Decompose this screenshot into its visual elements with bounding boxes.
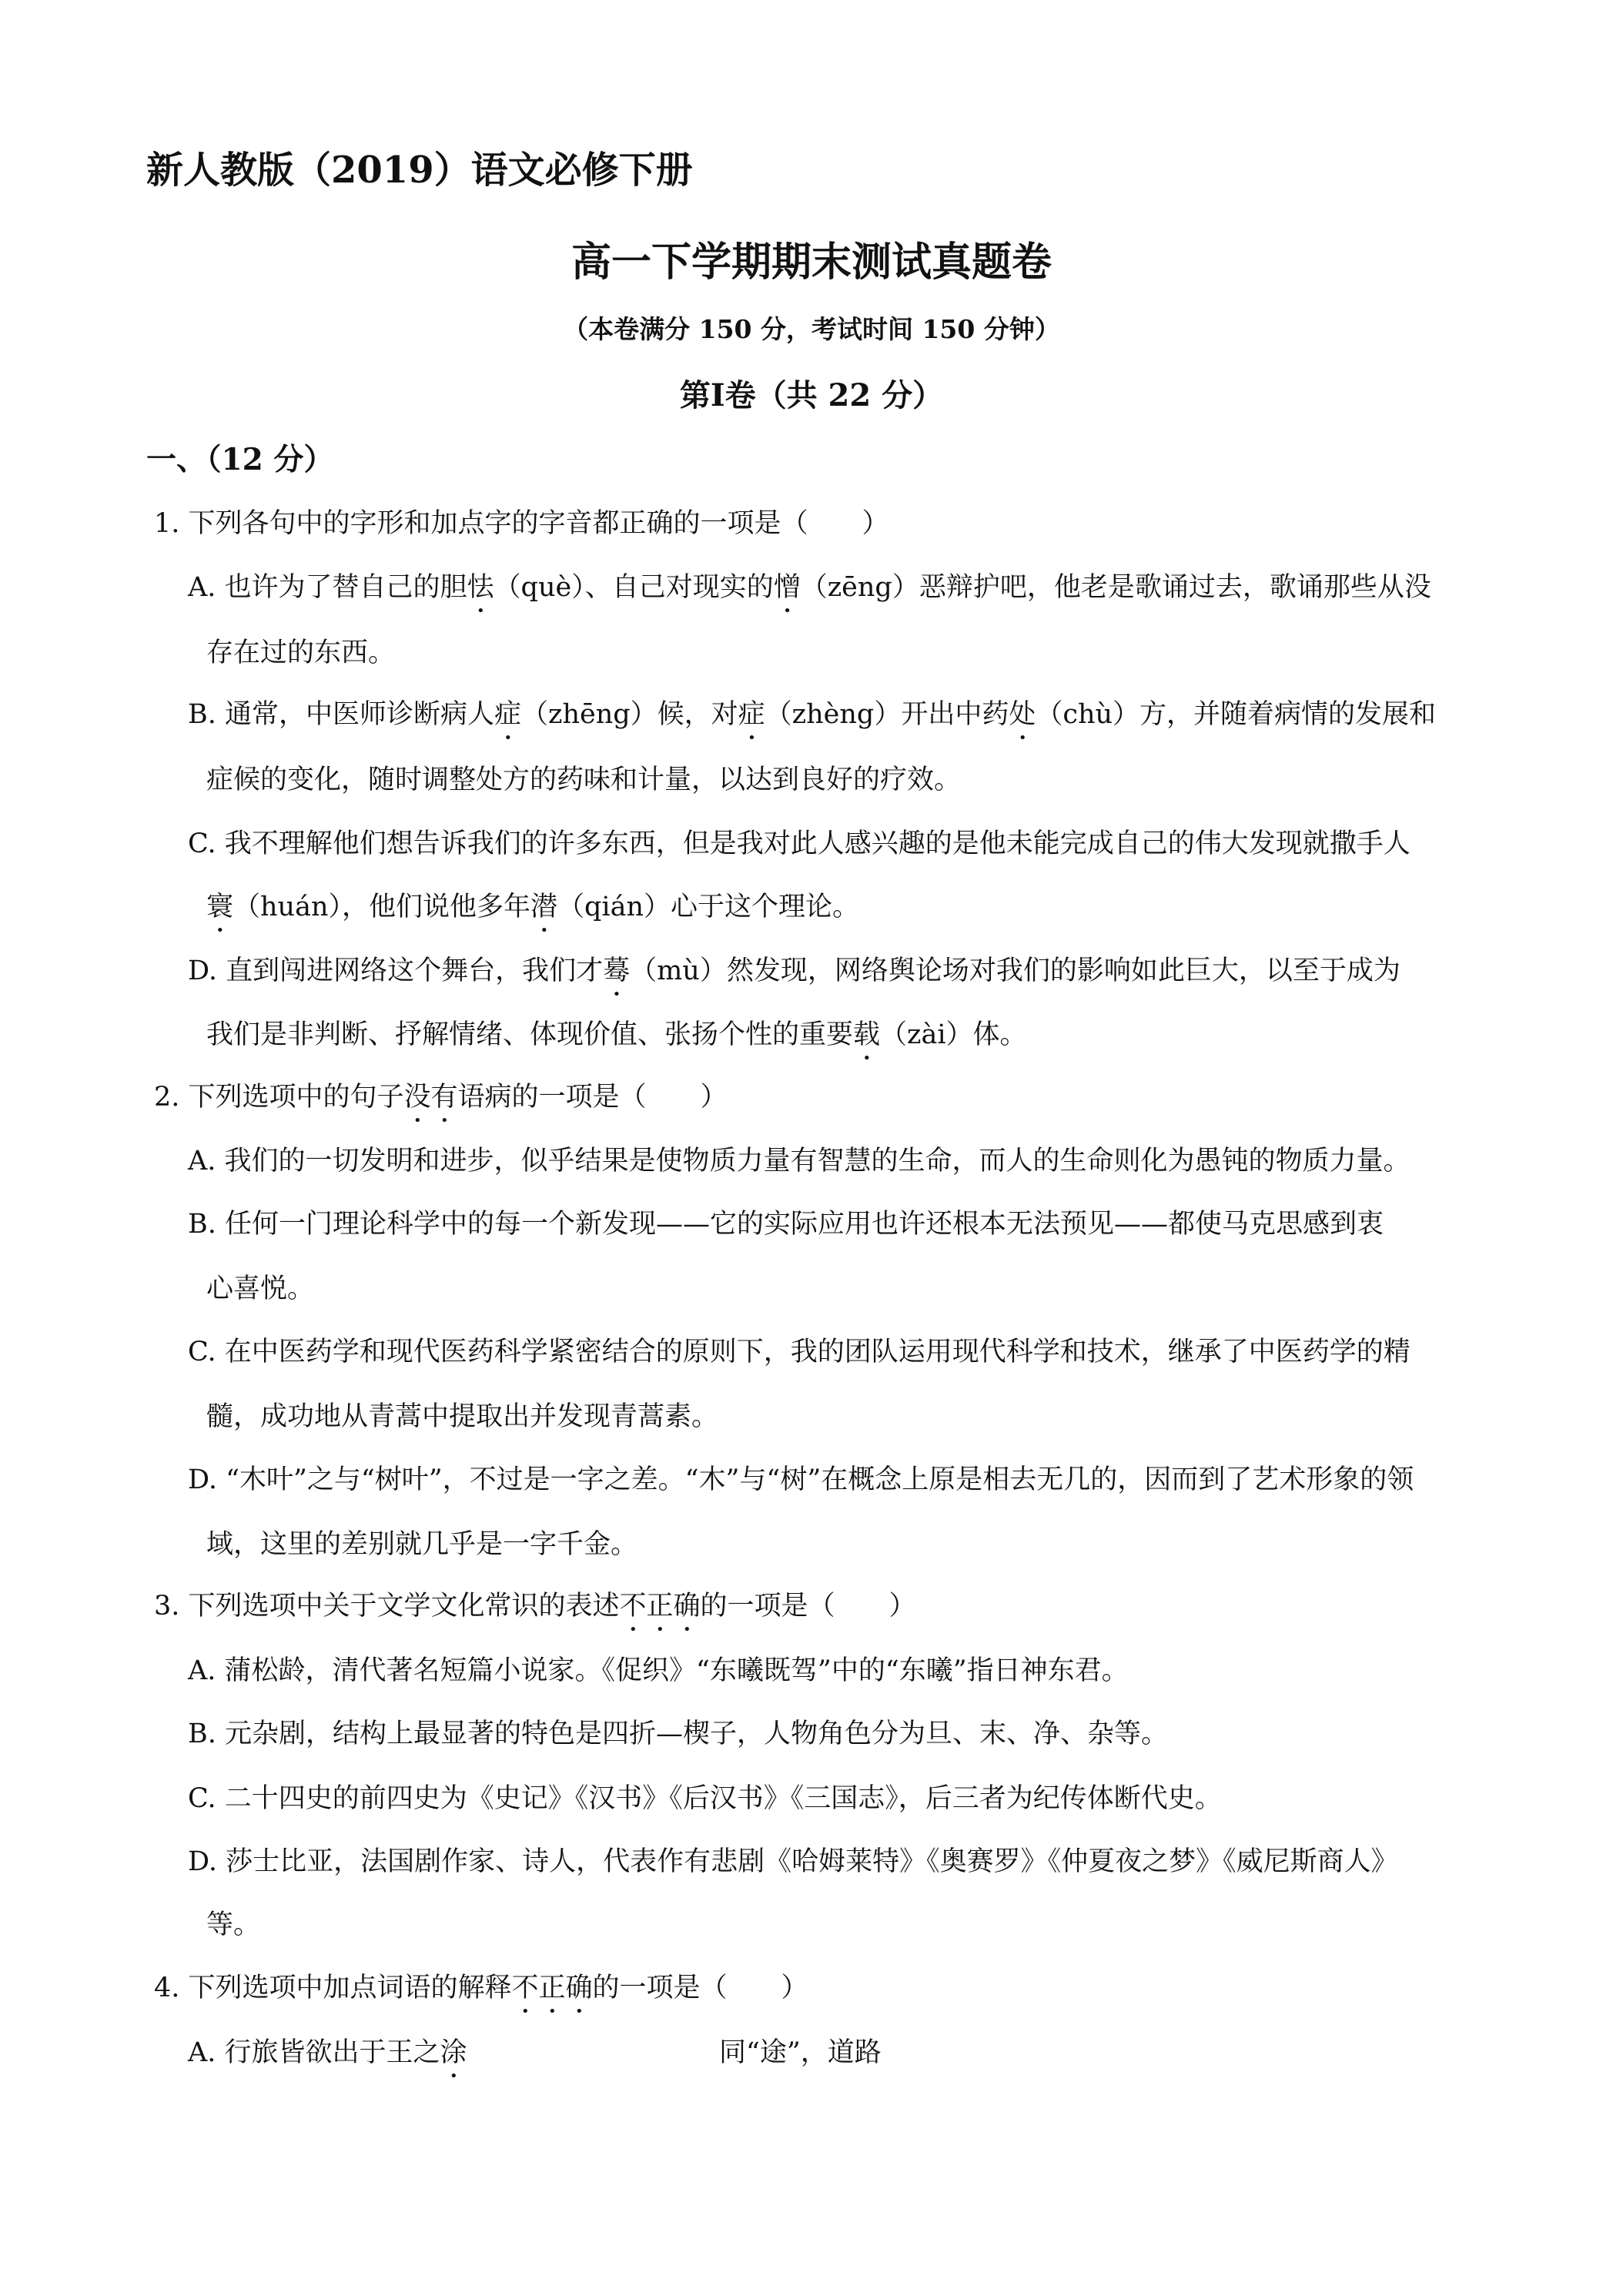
q1-option-a-line1 [188,566,1431,619]
q3-option-d-line2: 等。 [206,1909,261,1940]
question-3-stem [154,1585,916,1638]
question-1-stem: 1. 下列各句中的字形和加点字的字音都正确的一项是（ ） [154,508,889,539]
q1-option-b-line1 [188,693,1436,746]
question-2-stem [154,1076,728,1129]
q1-option-a-line2: 存在过的东西。 [206,638,396,668]
dotted-char: 憎 [773,572,801,603]
text: （qián）心于这个理论。 [557,892,860,922]
q2-option-b-line1: B. 任何一门理论科学中的每一个新发现——它的实际应用也许还根本无法预见——都使马克思感到衷 [188,1209,1384,1240]
q3-option-d-line1: D. 莎士比亚，法国剧作家、诗人，代表作有悲剧《哈姆莱特》《奥赛罗》《仲夏夜之梦》《威尼斯商人》 [188,1846,1398,1877]
dotted-char: 寰 [206,892,234,922]
q1-option-c-line1: C. 我不理解他们想告诉我们的许多东西，但是我对此人感兴趣的是他未能完成自己的伟大发现就撒手人 [188,828,1411,859]
q1-option-c-line2 [206,885,859,939]
exam-title: 高一下学期期末测试真题卷 [571,239,1052,286]
dotted-char: 怯 [467,572,494,603]
q1-option-d-line2 [206,1013,1027,1066]
q2-option-d-line1: D. “木叶”之与“树叶”，不过是一字之差。“木”与“树”在概念上原是相去无几的，因而到了艺术形象的领 [188,1464,1414,1495]
text: A. 也许为了替自己的胆 [188,572,467,603]
text: （huán），他们说他多年 [233,892,531,922]
text: （chù）方，并随着病情的发展和 [1036,699,1437,730]
book-title: 新人教版（2019）语文必修下册 [146,149,693,192]
q4-option-a-gloss: 同“途”，道路 [719,2037,882,2068]
q2-option-c-line1: C. 在中医药学和现代医药科学紧密结合的原则下，我的团队运用现代科学和技术，继承了中医药学的精 [188,1337,1411,1367]
text: （mù）然发现，网络舆论场对我们的影响如此巨大，以至于成为 [630,956,1400,986]
text: 2. 下列选项中的句子 [154,1082,404,1113]
q1-option-d-line1 [188,949,1400,1002]
exam-subtitle: （本卷满分 150 分，考试时间 150 分钟） [563,314,1060,344]
text: A. 行旅皆欲出于王之 [188,2037,440,2068]
text: （zēng）恶辩护吧，他老是歌诵过去，歌诵那些从没 [800,572,1431,603]
dotted-char: 处 [1009,699,1036,730]
dotted-word: 不正确 [619,1591,701,1622]
text: 语病的一项是（ ） [457,1082,728,1113]
q1-option-b-line2: 症候的变化，随时调整处方的药味和计量，以达到良好的疗效。 [206,765,962,795]
volume-heading: 第Ⅰ卷（共 22 分） [679,377,944,413]
text: （què）、自己对现实的 [494,572,774,603]
q2-option-c-line2: 髓，成功地从青蒿中提取出并发现青蒿素。 [206,1401,719,1432]
q2-option-a: A. 我们的一切发明和进步，似乎结果是使物质力量有智慧的生命，而人的生命则化为愚钝的物质力量。 [188,1146,1411,1176]
q3-option-b: B. 元杂剧，结构上最显著的特色是四折—楔子，人物角色分为旦、末、净、杂等。 [188,1719,1168,1749]
q3-option-a: A. 蒲松龄，清代著名短篇小说家。《促织》“东曦既驾”中的“东曦”指日神东君。 [188,1655,1129,1686]
question-4-stem [154,1966,808,2020]
text: 的一项是（ ） [700,1591,916,1622]
dotted-word: 不正确 [511,1973,593,2003]
dotted-char: 症 [738,699,765,730]
text: （zhèng）开出中药 [765,699,1009,730]
dotted-char: 载 [853,1019,881,1050]
dotted-char: 蓦 [603,956,631,986]
q2-option-d-line2: 域，这里的差别就几乎是一字千金。 [206,1529,638,1560]
dotted-word: 没有 [403,1082,458,1113]
text: 4. 下列选项中加点词语的解释 [154,1973,512,2003]
text: B. 通常，中医师诊断病人 [188,699,494,730]
text: 的一项是（ ） [592,1973,808,2003]
text: （zài）体。 [880,1019,1027,1050]
q4-option-a [188,2031,467,2084]
text: （zhēng）候，对 [521,699,738,730]
text: D. 直到闯进网络这个舞台，我们才 [188,956,604,986]
dotted-char: 症 [494,699,521,730]
q3-option-c: C. 二十四史的前四史为《史记》《汉书》《后汉书》《三国志》，后三者为纪传体断代史。 [188,1783,1222,1814]
text: 3. 下列选项中关于文学文化常识的表述 [154,1591,620,1622]
dotted-char: 潜 [530,892,558,922]
section-heading: 一、（12 分） [146,442,334,477]
dotted-char: 涂 [440,2037,467,2068]
q2-option-b-line2: 心喜悦。 [206,1274,315,1304]
text: 我们是非判断、抒解情绪、体现价值、张扬个性的重要 [206,1019,854,1050]
